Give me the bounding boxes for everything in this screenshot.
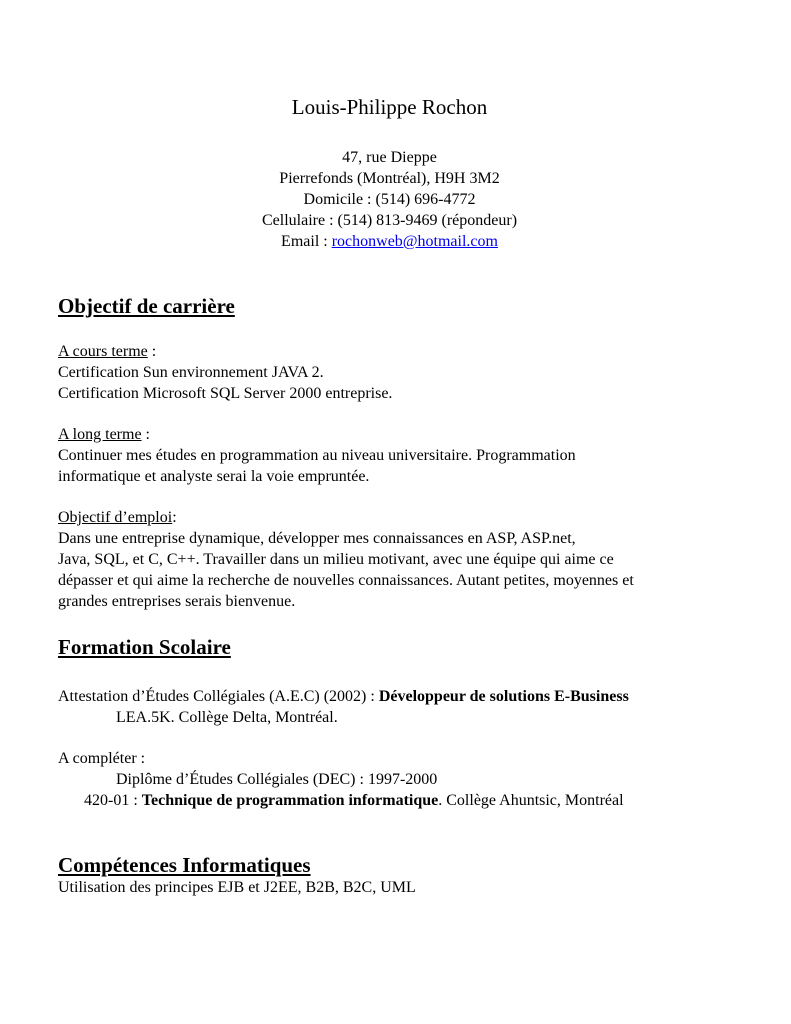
emploi-label: Objectif d’emploi xyxy=(58,509,173,526)
dec-code: 420-01 : xyxy=(84,792,142,809)
emploi-label-line xyxy=(58,507,177,528)
emploi-line: dépasser et qui aime la recherche de nouvelles connaissances. Autant petites, moyennes et xyxy=(58,572,634,589)
long-terme-label-line xyxy=(58,424,150,445)
aec-detail: LEA.5K. Collège Delta, Montréal. xyxy=(116,709,338,726)
section-heading-competences: Compétences Informatiques xyxy=(58,853,311,877)
section-heading-objectif: Objectif de carrière xyxy=(58,294,235,318)
dec-program-line xyxy=(84,790,624,811)
long-terme-suffix: : xyxy=(141,426,150,443)
address-city: Pierrefonds (Montréal), H9H 3M2 xyxy=(279,170,500,187)
dec-school: . Collège Ahuntsic, Montréal xyxy=(438,792,624,809)
emploi-line: Dans une entreprise dynamique, développer mes connaissances en ASP, ASP.net, xyxy=(58,530,576,547)
aec-line xyxy=(58,686,629,707)
court-terme-label: A cours terme xyxy=(58,343,148,360)
cell-phone: Cellulaire : (514) 813-9469 (répondeur) xyxy=(261,212,518,229)
emploi-line: Java, SQL, et C, C++. Travailler dans un milieu motivant, avec une équipe qui aime ce xyxy=(58,551,614,568)
address-street: 47, rue Dieppe xyxy=(342,149,437,166)
dec-program: Technique de programmation informatique xyxy=(141,792,439,809)
section-heading-formation: Formation Scolaire xyxy=(58,635,231,659)
long-terme-line: Continuer mes études en programmation au niveau universitaire. Programmation xyxy=(58,447,576,464)
candidate-name: Louis-Philippe Rochon xyxy=(291,95,488,119)
court-terme-suffix: : xyxy=(147,343,157,360)
email-label: Email : xyxy=(281,233,332,250)
competences-line: Utilisation des principes EJB et J2EE, B2B, B2C, UML xyxy=(58,879,416,896)
court-terme-label-line xyxy=(58,341,156,362)
emploi-line: grandes entreprises serais bienvenue. xyxy=(58,593,296,610)
long-terme-line: informatique et analyste serai la voie empruntée. xyxy=(58,468,370,485)
aec-prefix: Attestation d’Études Collégiales (A.E.C) (2002) : xyxy=(58,688,379,705)
court-terme-line: Certification Sun environnement JAVA 2. xyxy=(58,364,324,381)
home-phone: Domicile : (514) 696-4772 xyxy=(303,191,476,208)
aec-program: Développeur de solutions E-Business xyxy=(378,688,629,705)
court-terme-line: Certification Microsoft SQL Server 2000 entreprise. xyxy=(58,385,393,402)
dec-line: Diplôme d’Études Collégiales (DEC) : 1997-2000 xyxy=(116,771,438,788)
completer-label: A compléter : xyxy=(58,750,146,767)
emploi-suffix: : xyxy=(172,509,177,526)
email-line xyxy=(0,231,779,252)
email-link[interactable]: rochonweb@hotmail.com xyxy=(331,233,498,250)
long-terme-label: A long terme xyxy=(58,426,142,443)
